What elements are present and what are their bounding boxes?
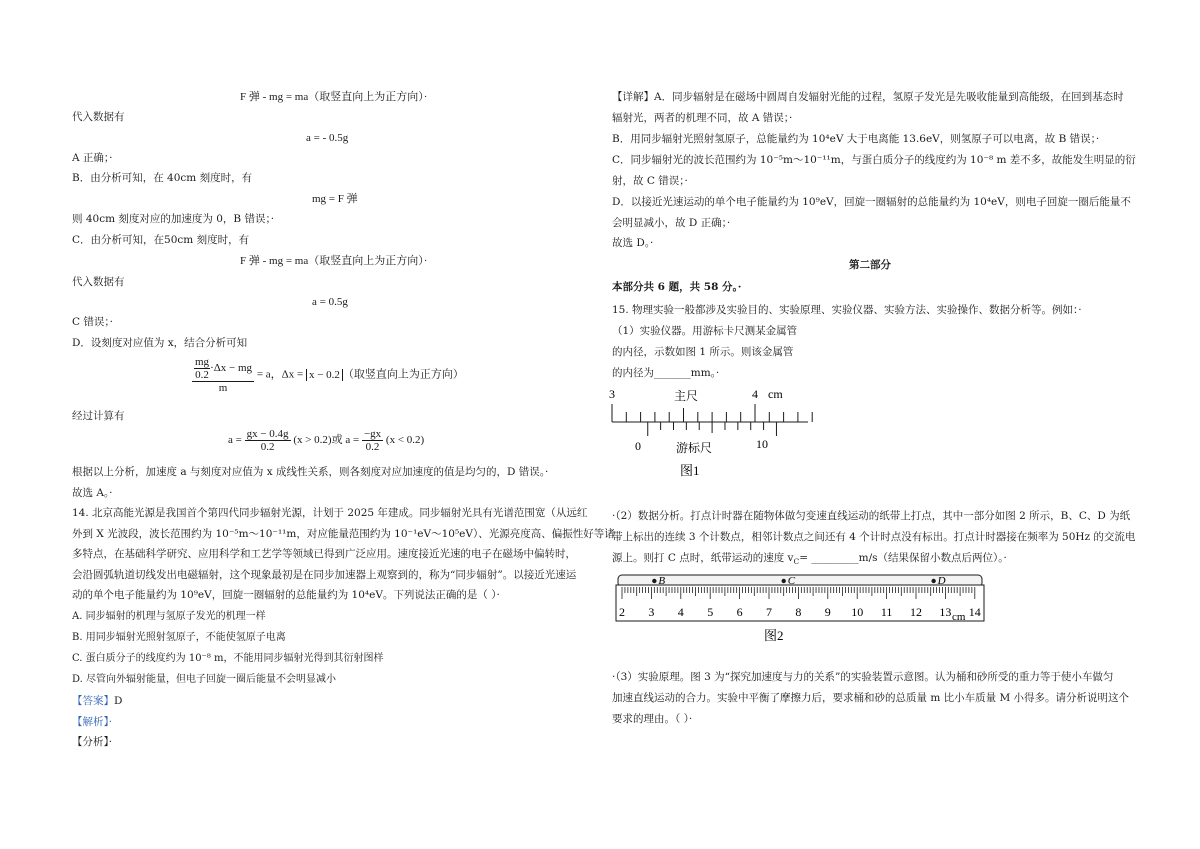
fig2-ruler-label: 12: [910, 605, 922, 619]
option-c-verdict: C 错误；·: [72, 316, 113, 328]
q15-line-4: 的内径为_______mm。·: [612, 367, 720, 379]
eq7-den-2: 0.2: [365, 441, 380, 453]
fig2-ruler-label: 6: [736, 605, 743, 619]
figure-1-vernier-caliper: [608, 384, 818, 482]
fig2-point-d-label: D: [937, 575, 946, 587]
q14-option-b: B. 用同步辐射光照射氢原子，不能使氢原子电离: [72, 632, 286, 643]
velocity-subscript-c: C: [793, 557, 800, 566]
q15-line-1: 15. 物理实验一般都涉及实验目的、实验原理、实验仪器、实验方法、实验操作、数据分析等。例如：·: [612, 304, 1082, 316]
fig2-ruler-label: 4: [677, 605, 684, 619]
eq7-num-2: −gx: [363, 428, 382, 440]
equation-1-note: （取竖直向上为正方向）·: [308, 91, 428, 103]
detail-line-4: C．同步辐射光的波长范围约为 10⁻⁵m～10⁻¹¹m，与蛋白质分子的线度约为 10⁻⁸ m 差不多，故能发生明显的衍: [612, 154, 1136, 166]
eq6-equals-a: = a: [256, 368, 271, 381]
figure-2-ticker-tape: [614, 571, 994, 647]
q14-line-5: 动的单个电子能量约为 10⁹eV，回旋一圈辐射的总能量约为 10⁴eV。下列说法正确的是（ ）·: [72, 589, 500, 601]
eq6-abs: x − 0.2: [306, 369, 343, 381]
fig2-point-b-dot: [652, 579, 656, 583]
conclusion-line: 根据以上分析，加速度 a 与刻度对应值为 x 成线性关系，则各刻度对应加速度的值是均匀的，D 错误。·: [72, 466, 549, 478]
substitute-label-1: 代入数据有: [72, 111, 125, 123]
eq6-note: （取竖直向上为正方向）: [342, 368, 464, 381]
substitute-label-2: 代入数据有: [72, 276, 125, 288]
fig1-vernier-ten-label: 10: [756, 437, 768, 451]
fig1-main-scale-label: 主尺: [674, 389, 699, 403]
detail-line-1: 【详解】A．同步辐射是在磁场中圆周自发辐射光能的过程，氢原子发光是先吸收能量到高能级，在回到基态时: [612, 91, 1124, 103]
eq7-a-equals: a =: [228, 434, 242, 447]
fig2-unit-label: cm: [952, 611, 966, 623]
eq6-den: m: [218, 382, 228, 394]
fig2-ruler-label: 2: [619, 605, 625, 619]
eq7-condition-1: (x > 0.2)或: [293, 434, 343, 447]
option-b-analysis: B．由分析可知，在 40cm 刻度时，有: [72, 172, 253, 184]
q15-3-line-2: 加速直线运动的合力。实验中平衡了摩擦力后，要求桶和砂的总质量 m 比小车质量 M 小得多。请分析说明这个: [612, 692, 1130, 704]
q15-2-line-1: ·（2）数据分析。打点计时器在随物体做匀变速直线运动的纸带上打点，其中一部分如图 2 所示，B、C、D 为纸: [612, 510, 1131, 522]
option-a-verdict: A 正确；·: [72, 152, 113, 164]
eq7-a-equals-2: a =: [345, 434, 360, 447]
eq7-den-1: 0.2: [260, 441, 275, 453]
q15-2-line-3: [612, 551, 1007, 569]
q14-line-1: 14. 北京高能光源是我国首个第四代同步辐射光源，计划于 2025 年建成。同步辐射光具有光谱范围宽（从远红: [72, 507, 588, 519]
fig1-unit-label: cm: [768, 387, 783, 401]
eq7-num-1: gx − 0.4g: [246, 428, 289, 440]
fig1-vernier-label: 游标尺: [676, 441, 713, 455]
fig2-ruler-label: 5: [707, 605, 714, 619]
q15-line-3: 的内径，示数如图 1 所示。则该金属管: [612, 346, 794, 358]
q14-line-3: 多特点，在基础科学研究、应用科学和工艺学等领域已得到广泛应用。速度接近光速的电子在磁场中偏转时，: [72, 548, 576, 560]
fig2-ruler-label: 14: [968, 605, 981, 619]
eq6-inner-fraction: [194, 356, 210, 381]
fig2-caption: 图2: [764, 628, 784, 643]
choose-a-line: 故选 A。·: [72, 487, 113, 499]
q14-option-d: D. 尽管向外辐射能量，但电子回旋一圈后能量不会明显减小: [72, 674, 337, 685]
eq7-fraction-2: [362, 428, 383, 453]
equation-2: a = - 0.5g: [306, 132, 349, 144]
fig2-ruler-label: 9: [824, 605, 831, 619]
fig2-ruler-label: 10: [851, 605, 864, 619]
detail-line-6: D．以接近光速运动的单个电子能量约为 10⁹eV，回旋一圈辐射的总能量约为 10⁴eV，则电子回旋一圈后能量不: [612, 196, 1131, 208]
option-c-analysis: C．由分析可知，在50cm 刻度时，有: [72, 234, 250, 246]
analysis-tag: 【解析】·: [72, 716, 113, 728]
equation-5: a = 0.5g: [312, 296, 348, 308]
equation-4: [240, 254, 427, 268]
q15-2-line-2: 带上标出的连续 3 个计数点，相邻计数点之间还有 4 个计时点没有标出。打点计时器接在频率为 50Hz 的交流电: [612, 531, 1136, 543]
detail-line-8: 故选 D。·: [612, 237, 654, 249]
fig2-point-d-dot: [931, 579, 935, 583]
q14-line-4: 会沿圆弧轨道切线发出电磁辐射，这个现象最初是在同步加速器上观察到的，称为“同步辐射”。以接近光速运: [72, 569, 577, 581]
q15-3-line-1: ·（3）实验原理。图 3 为“探究加速度与力的关系”的实验装置示意图。认为桶和砂所受的重力等于使小车做匀: [612, 671, 1114, 683]
fig1-vernier-ticks: [648, 422, 777, 436]
equation-3: mg = F 弹: [312, 193, 358, 205]
equation-6: [192, 356, 464, 394]
fig1-caption: 图1: [680, 463, 700, 478]
equation-4-main: F 弹 - mg = ma: [240, 255, 309, 267]
fig2-ruler-label: 3: [648, 605, 655, 619]
equation-4-note: （取竖直向上为正方向）·: [308, 255, 428, 267]
q15-3-line-3: 要求的理由。（ ）·: [612, 713, 693, 725]
detail-line-2: 辐射光，两者的机理不同，故 A 错误；·: [612, 112, 793, 124]
eq6-inner-den: 0.2: [195, 369, 209, 381]
fig2-point-c-label: C: [787, 575, 796, 587]
q14-option-c: C. 蛋白质分子的线度约为 10⁻⁸ m，不能用同步辐射光得到其衍射图样: [72, 653, 384, 664]
detail-line-7: 会明显减小，故 D 正确；·: [612, 217, 731, 229]
eq6-outer-fraction: [192, 356, 254, 394]
option-b-verdict: 则 40cm 刻度对应的加速度为 0，B 错误；·: [72, 213, 275, 225]
fig1-vernier-zero-label: 0: [635, 439, 641, 453]
q15-line-2: （1）实验仪器。用游标卡尺测某金属管: [612, 325, 798, 337]
eq6-comma-dx: ，Δx =: [270, 368, 304, 381]
fig1-main-label-4: 4: [752, 387, 758, 401]
equation-1: [240, 90, 427, 104]
fig2-ruler-label: 8: [795, 605, 802, 619]
option-d-setup: D．设刻度对应值为 x，结合分析可知: [72, 337, 248, 349]
fig2-ruler-label: 13: [939, 605, 952, 619]
fig2-ruler-label: 7: [766, 605, 772, 619]
part-2-title: 第二部分: [849, 259, 891, 271]
fig2-point-c-dot: [782, 579, 786, 583]
q15-2-line-3-blank: = _________m/s（结果保留小数点后两位）。·: [799, 552, 1007, 564]
equation-7: [228, 428, 424, 453]
detail-line-3: B．用同步辐射光照射氢原子，总能量约为 10⁴eV 大于电离能 13.6eV，则氢原子可以电离，故 B 错误；·: [612, 133, 1100, 145]
part-2-note: 本部分共 6 题，共 58 分。·: [612, 281, 742, 293]
fig1-main-label-3: 3: [609, 387, 615, 401]
q14-line-2: 外到 X 光波段，波长范围约为 10⁻⁵m～10⁻¹¹m，对应能量范围约为 10⁻¹eV～10⁵eV）、光源亮度高、偏振性好等诸: [72, 528, 615, 540]
answer-value: D: [114, 695, 123, 707]
fig2-point-b-label: B: [658, 575, 666, 587]
calc-label: 经过计算有: [72, 410, 125, 422]
fig2-ruler-label: 11: [880, 605, 893, 619]
eq6-num-rest: ·Δx − mg: [210, 362, 253, 375]
answer-tag: 【答案】: [72, 695, 114, 707]
fenxi-tag: 【分析】·: [72, 736, 113, 748]
eq7-condition-2: (x < 0.2): [385, 434, 425, 447]
detail-line-5: 射，故 C 错误；·: [612, 175, 688, 187]
eq7-fraction-1: [245, 428, 291, 453]
q14-option-a: A. 同步辐射的机理与氢原子发光的机理一样: [72, 611, 266, 622]
answer-line: [72, 694, 122, 708]
eq6-inner-num: mg: [195, 356, 210, 368]
equation-1-main: F 弹 - mg = ma: [240, 91, 309, 103]
q15-2-line-3-text: 源上。则打 C 点时，纸带运动的速度 v: [612, 552, 794, 564]
fig1-main-ticks: [612, 404, 812, 422]
